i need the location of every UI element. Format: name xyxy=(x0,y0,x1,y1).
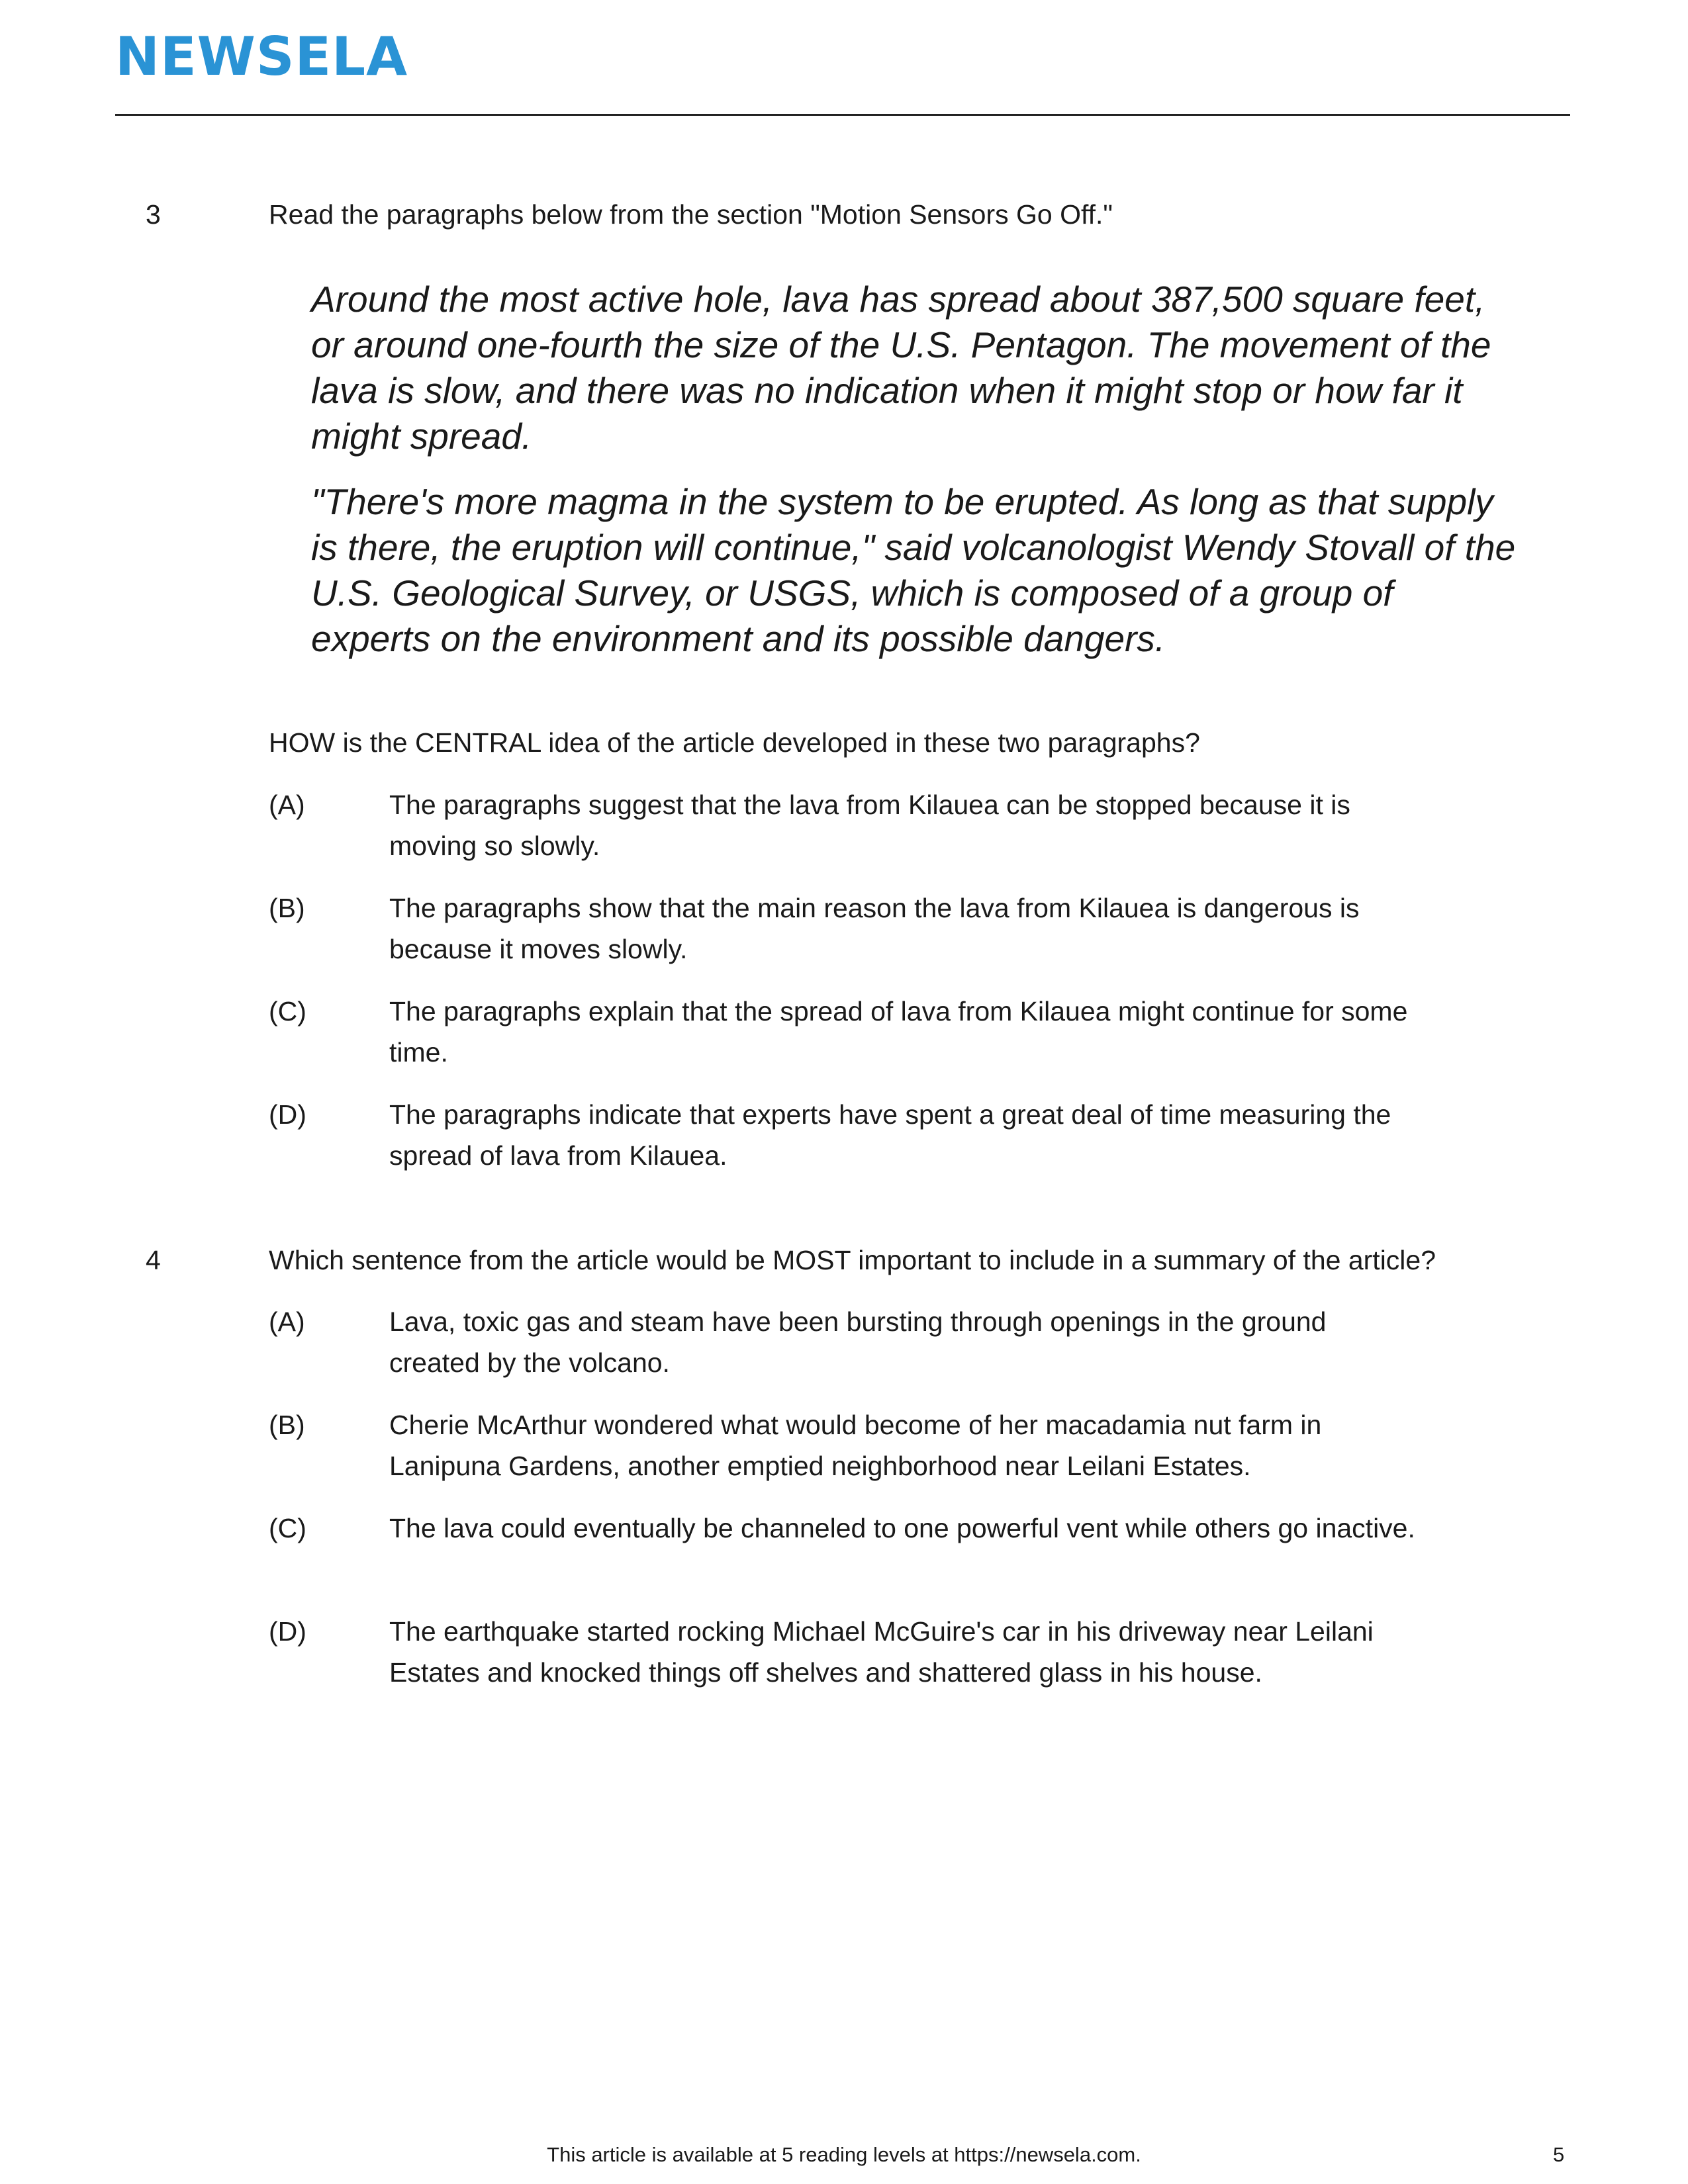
question-stem: Which sentence from the article would be MOST important to include in a summary of the article? xyxy=(269,1245,1436,1275)
choice-letter: (D) xyxy=(269,1616,306,1647)
page-number: 5 xyxy=(1553,2143,1565,2166)
header-divider xyxy=(115,114,1570,116)
choice-text: The paragraphs suggest that the lava from Kilauea can be stopped because it is moving so slowly. xyxy=(389,790,1350,861)
newsela-logo: NEWSELA xyxy=(115,26,408,87)
question-number: 4 xyxy=(146,1245,161,1275)
quote-paragraph: "There's more magma in the system to be erupted. As long as that supply is there, the eruption will continue," said volcanologist Wendy Stovall of the U.S. Geological Survey, or USGS, which is composed of a group of experts on the environment and its possible dangers. xyxy=(311,481,1516,659)
quote-paragraph: Around the most active hole, lava has spread about 387,500 square feet, or around one-fourth the size of the U.S. Pentagon. The movement of the lava is slow, and there was no indication when it might stop or how far it might spread. xyxy=(311,279,1491,457)
choice-text: The paragraphs indicate that experts have spent a great deal of time measuring the spread of lava from Kilauea. xyxy=(389,1099,1391,1171)
choice-letter: (C) xyxy=(269,1513,306,1543)
question-stem: Read the paragraphs below from the section "Motion Sensors Go Off." xyxy=(269,199,1113,230)
choice-text: Lava, toxic gas and steam have been bursting through openings in the ground created by the volcano. xyxy=(389,1306,1327,1378)
choice-text: The earthquake started rocking Michael McGuire's car in his driveway near Leilani Estates and knocked things off shelves and shattered glass in his house. xyxy=(389,1616,1374,1688)
choice-text: The lava could eventually be channeled to one powerful vent while others go inactive. xyxy=(389,1513,1415,1543)
footer-text: This article is available at 5 reading levels at https://newsela.com. xyxy=(547,2143,1141,2166)
choice-letter: (A) xyxy=(269,1306,305,1337)
choice-letter: (B) xyxy=(269,893,305,923)
choice-letter: (A) xyxy=(269,790,305,820)
choice-letter: (C) xyxy=(269,996,306,1026)
choice-text: The paragraphs explain that the spread of lava from Kilauea might continue for some time. xyxy=(389,996,1408,1068)
question-number: 3 xyxy=(146,199,161,230)
quoted-excerpt xyxy=(311,277,1523,682)
choice-text: Cherie McArthur wondered what would become of her macadamia nut farm in Lanipuna Gardens, another emptied neighborhood near Leilani Estates. xyxy=(389,1410,1322,1481)
choice-letter: (B) xyxy=(269,1410,305,1440)
choice-text: The paragraphs show that the main reason the lava from Kilauea is dangerous is because it moves slowly. xyxy=(389,893,1360,964)
question-prompt: HOW is the CENTRAL idea of the article developed in these two paragraphs? xyxy=(269,727,1200,758)
choice-letter: (D) xyxy=(269,1099,306,1130)
